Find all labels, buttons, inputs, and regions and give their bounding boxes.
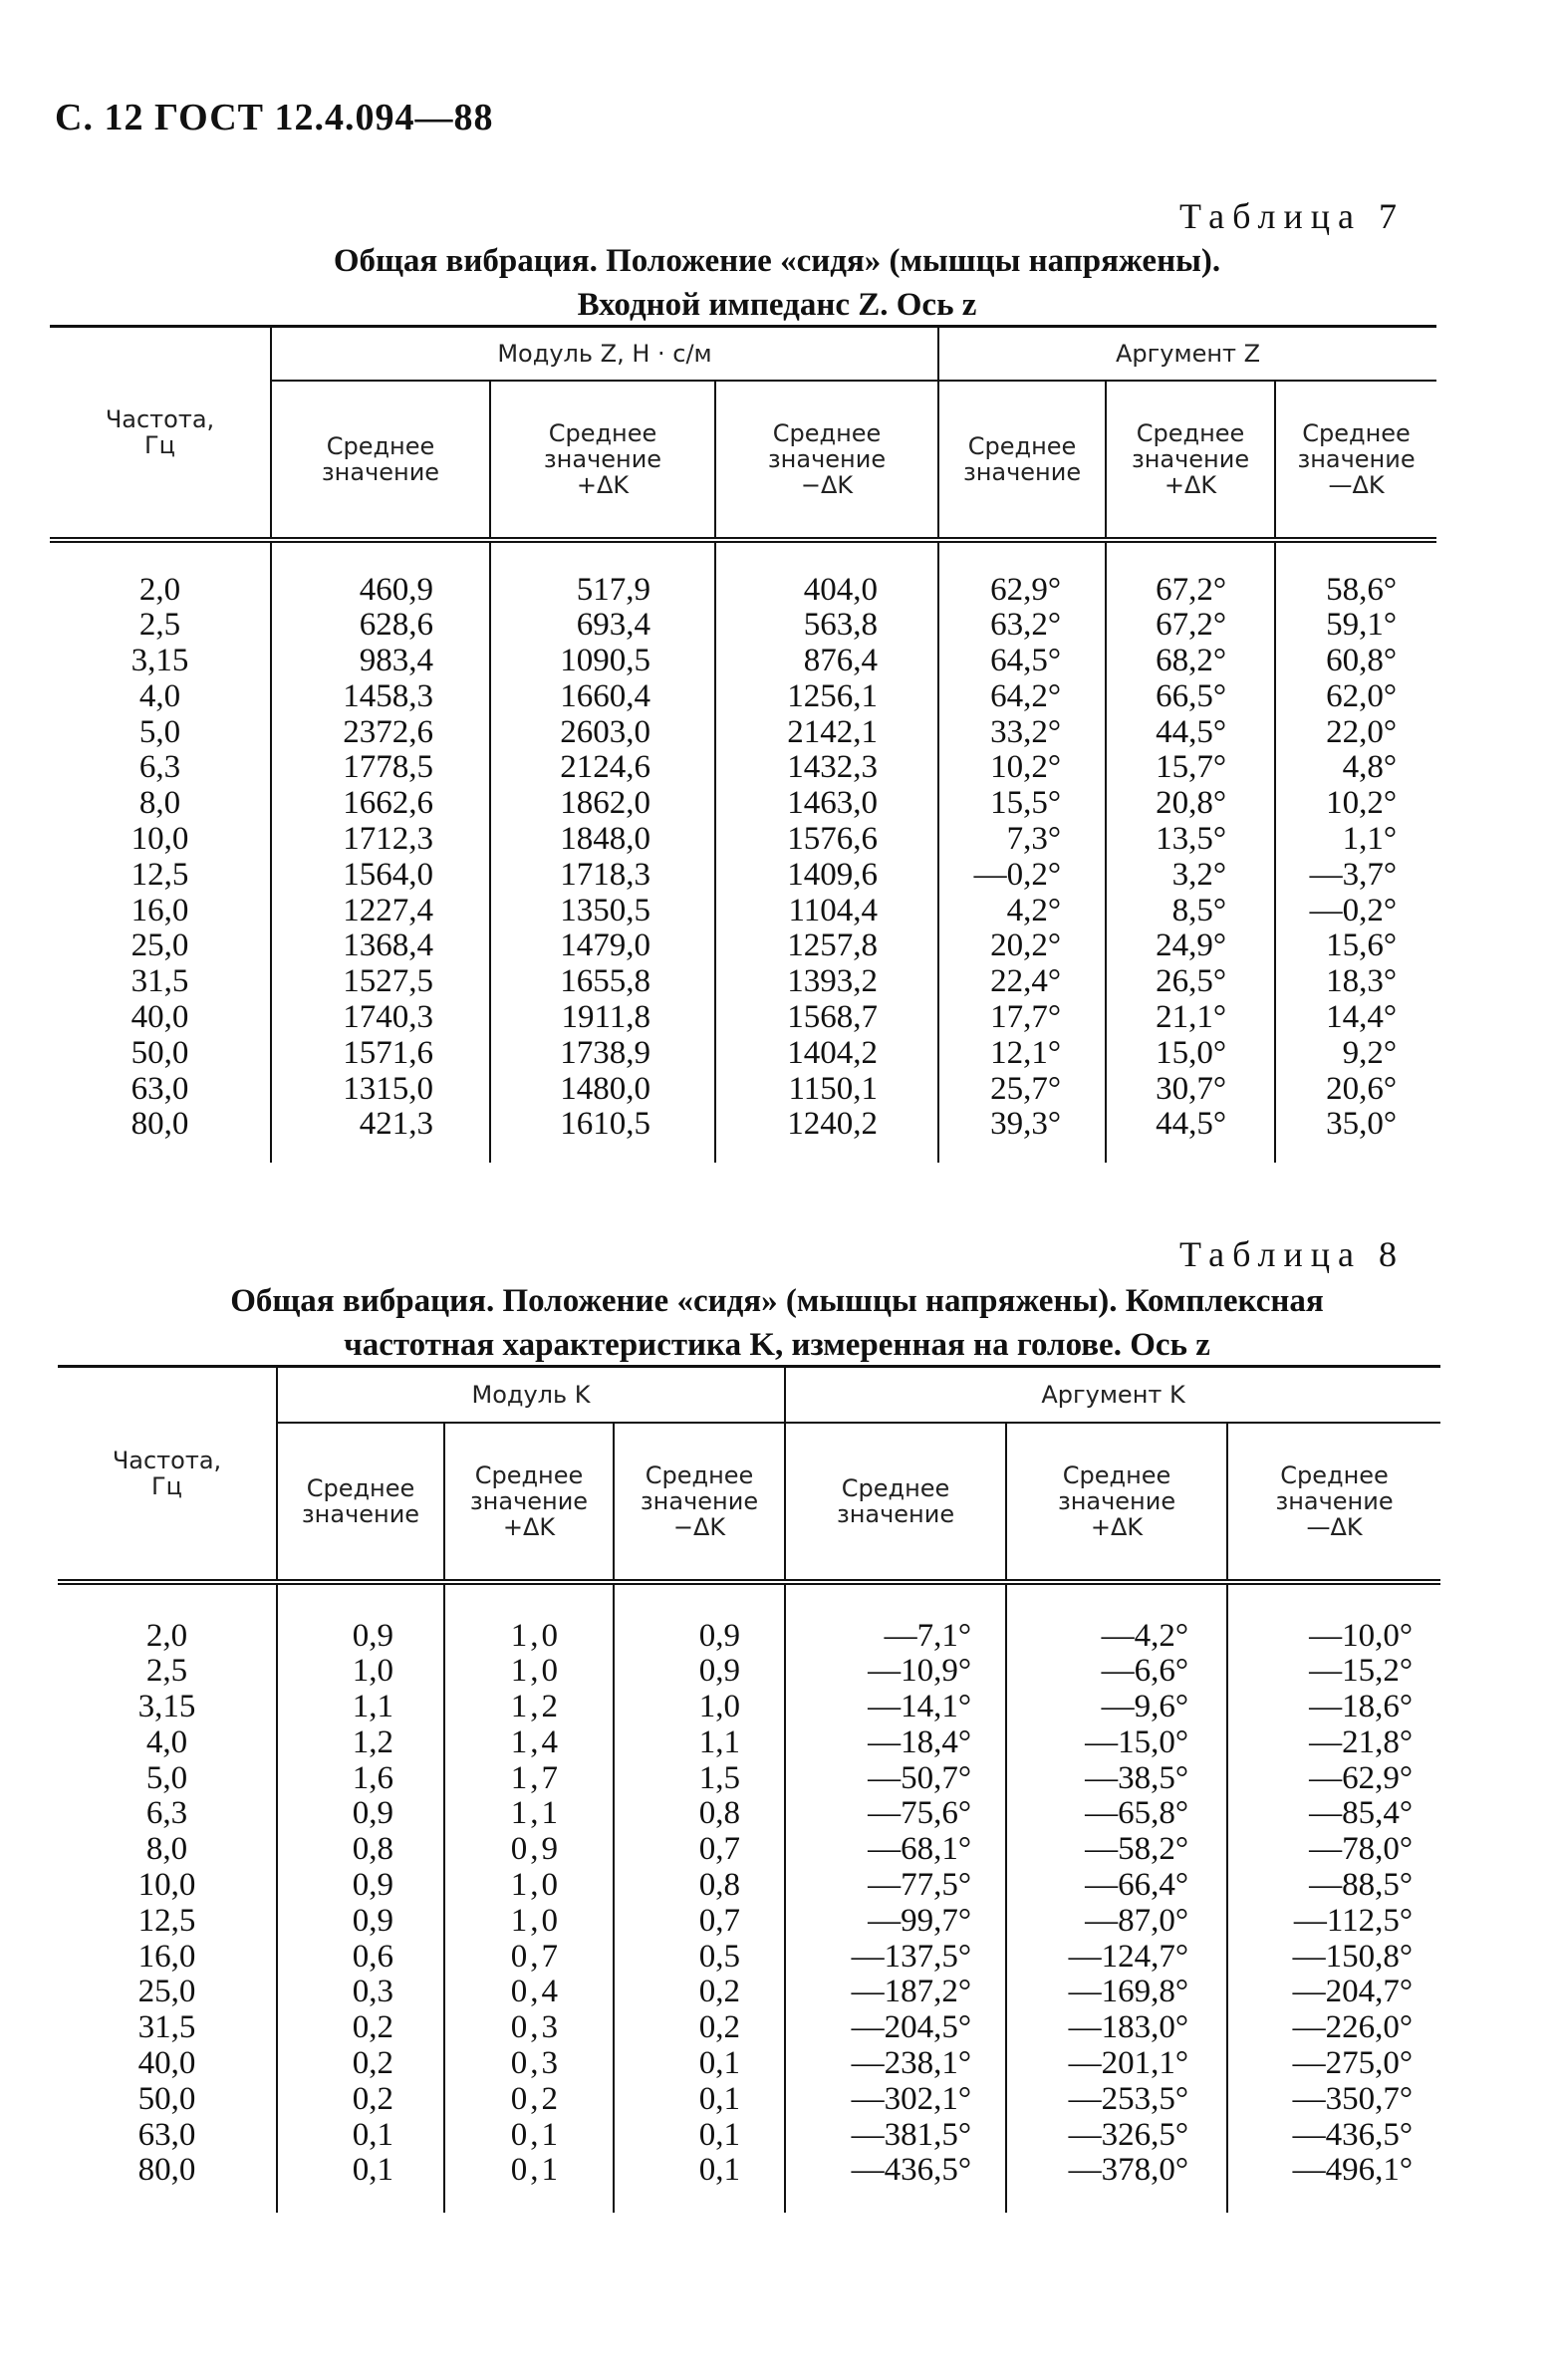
table7-title [0,239,1554,327]
table8-col-arg-minus: —10,0° —15,2° —18,6° —21,8° —62,9° —85,4° —78,0° —88,5° —112,5° —150,8° —204,7° —226,0° —275,0° —350,7° —436,5° —496,1° [1227,1582,1440,2214]
table8-header-argument: Аргумент K [785,1367,1440,1423]
table7-col-mod-plus: 517,9 693,4 1090,5 1660,4 2603,0 2124,6 1862,0 1848,0 1718,3 1350,5 1479,0 1655,8 1911,8 1738,9 1480,0 1610,5 [490,540,715,1164]
table8 [58,1365,1440,2213]
table8-header-mod-mean: Среднее значение [277,1423,444,1582]
table7-number: Таблица 7 [1179,196,1405,236]
table7 [50,325,1436,1163]
table7-header-mod-minus: Среднее значение −ΔK [715,381,938,540]
table7-col-arg-mean: 62,9° 63,2° 64,5° 64,2° 33,2° 10,2° 15,5° 7,3° —0,2° 4,2° 20,2° 22,4° 17,7° 12,1° 25,7° 39,3° [938,540,1106,1164]
table7-col-arg-plus: 67,2° 67,2° 68,2° 66,5° 44,5° 15,7° 20,8° 13,5° 3,2° 8,5° 24,9° 26,5° 21,1° 15,0° 30,7° 44,5° [1106,540,1275,1164]
table8-title-line2: частотная характеристика K, измеренная на голове. Ось z [344,1327,1210,1363]
table8-header-arg-minus: Среднее значение —ΔK [1227,1423,1440,1582]
table7-title-line1: Общая вибрация. Положение «сидя» (мышцы напряжены). [333,243,1221,279]
table8-col-mod-mean: 0,9 1,0 1,1 1,2 1,6 0,9 0,8 0,9 0,9 0,6 0,3 0,2 0,2 0,2 0,1 0,1 [277,1582,444,2214]
table8-col-arg-plus: —4,2° —6,6° —9,6° —15,0° —38,5° —65,8° —58,2° —66,4° —87,0° —124,7° —169,8° —183,0° —201,1° —253,5° —326,5° —378,0° [1006,1582,1227,2214]
table8-col-frequency: 2,0 2,5 3,15 4,0 5,0 6,3 8,0 10,0 12,5 16,0 25,0 31,5 40,0 50,0 63,0 80,0 [137,1617,196,2189]
table8-header-modulus: Модуль K [277,1367,785,1423]
table8-col-arg-mean: —7,1° —10,9° —14,1° —18,4° —50,7° —75,6° —68,1° —77,5° —99,7° —137,5° —187,2° —204,5° —238,1° —302,1° —381,5° —436,5° [785,1582,1006,2214]
table8-header-arg-mean: Среднее значение [785,1423,1006,1582]
table7-col-mod-mean: 460,9 628,6 983,4 1458,3 2372,6 1778,5 1662,6 1712,3 1564,0 1227,4 1368,4 1527,5 1740,3 1571,6 1315,0 421,3 [271,540,490,1164]
table7-header-argument: Аргумент Z [938,327,1436,381]
table7-header-modulus: Модуль Z, Н · с/м [271,327,938,381]
table7-header-arg-minus: Среднее значение —ΔK [1275,381,1436,540]
table7-header-arg-mean: Среднее значение [938,381,1106,540]
table7-header-mod-plus: Среднее значение +ΔK [490,381,715,540]
table7-header-mod-mean: Среднее значение [271,381,490,540]
table8-header-arg-plus: Среднее значение +ΔK [1006,1423,1227,1582]
table7-col-frequency: 2,0 2,5 3,15 4,0 5,0 6,3 8,0 10,0 12,5 16,0 25,0 31,5 40,0 50,0 63,0 80,0 [130,571,189,1143]
table7-header-arg-plus: Среднее значение +ΔK [1106,381,1275,540]
table7-col-mod-minus: 404,0 563,8 876,4 1256,1 2142,1 1432,3 1463,0 1576,6 1409,6 1104,4 1257,8 1393,2 1568,7 1404,2 1150,1 1240,2 [715,540,938,1164]
table7-col-arg-minus: 58,6° 59,1° 60,8° 62,0° 22,0° 4,8° 10,2° 1,1° —3,7° —0,2° 15,6° 18,3° 14,4° 9,2° 20,6° 35,0° [1275,540,1436,1164]
table8-col-mod-plus: 1,0 1,0 1,2 1,4 1,7 1,1 0,9 1,0 1,0 0,7 0,4 0,3 0,3 0,2 0,1 0,1 [444,1582,614,2214]
table8-header-mod-minus: Среднее значение −ΔK [614,1423,785,1582]
table8-title-line1: Общая вибрация. Положение «сидя» (мышцы напряжены). Комплексная [230,1283,1324,1319]
table8-number: Таблица 8 [1179,1234,1405,1274]
table7-title-line2: Входной импеданс Z. Ось z [577,287,977,323]
table8-col-mod-minus: 0,9 0,9 1,0 1,1 1,5 0,8 0,7 0,8 0,7 0,5 0,2 0,2 0,1 0,1 0,1 0,1 [614,1582,785,2214]
table8-header-frequency: Частота, Гц [58,1367,277,1582]
table7-header-frequency: Частота, Гц [50,327,271,540]
table8-title [0,1279,1554,1367]
table8-header-mod-plus: Среднее значение +ΔK [444,1423,614,1582]
page-header: С. 12 ГОСТ 12.4.094—88 [55,97,494,138]
